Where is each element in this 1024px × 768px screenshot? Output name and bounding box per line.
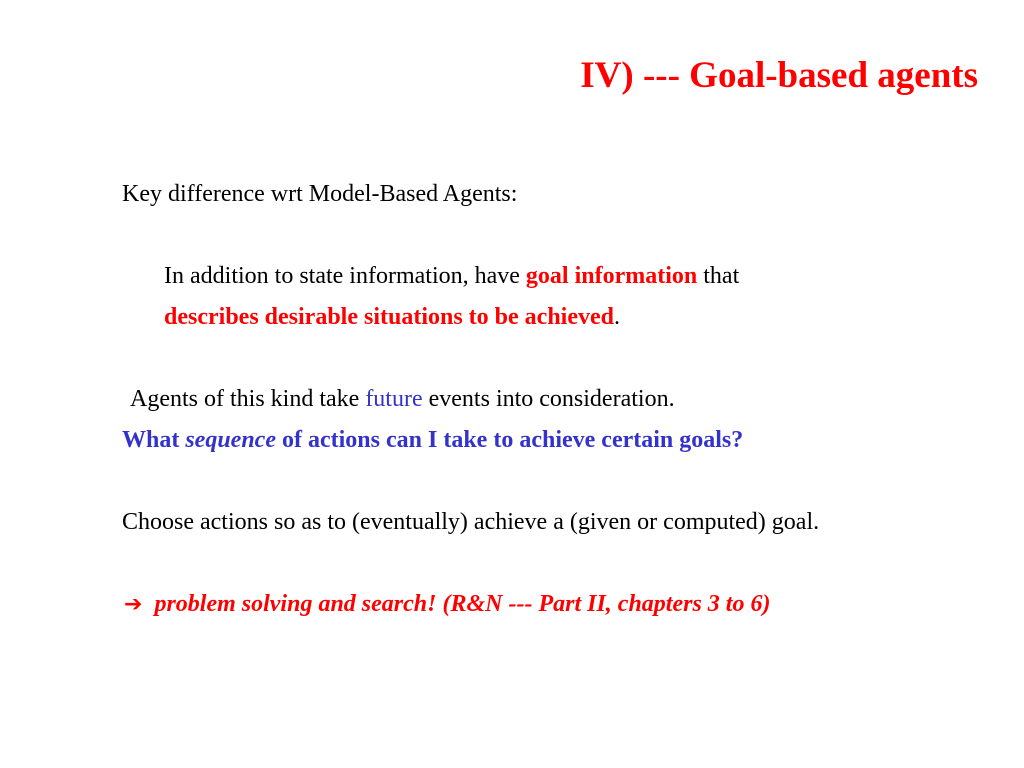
future-highlight: future [365, 386, 423, 412]
conclusion-line [124, 590, 770, 619]
desirable-situations-highlight: describes desirable situations to be achieved [164, 304, 614, 330]
slide-title: IV) --- Goal-based agents [580, 55, 978, 96]
addition-line [164, 262, 739, 291]
sequence-question-line [122, 426, 743, 455]
choose-actions-line: Choose actions so as to (eventually) achieve a (given or computed) goal. [122, 509, 820, 535]
goal-information-highlight: goal information [525, 263, 698, 289]
sequence-highlight: sequence [185, 427, 276, 453]
right-arrow-icon: ➔ [124, 592, 143, 617]
question-rest: of actions can I take to achieve certain goals? [276, 427, 744, 453]
conclusion-text: problem solving and search! (R&N --- Part II, chapters 3 to 6) [154, 591, 771, 617]
describes-period: . [614, 304, 620, 330]
addition-text-end: that [697, 263, 740, 289]
key-difference-line: Key difference wrt Model-Based Agents: [122, 181, 518, 207]
addition-text-start: In addition to state information, have [164, 263, 526, 289]
describes-line [164, 303, 620, 332]
agents-text-end: events into consideration. [422, 386, 675, 412]
agents-text-start: Agents of this kind take [130, 386, 366, 412]
agents-future-line [130, 385, 675, 414]
question-what: What [122, 427, 186, 453]
